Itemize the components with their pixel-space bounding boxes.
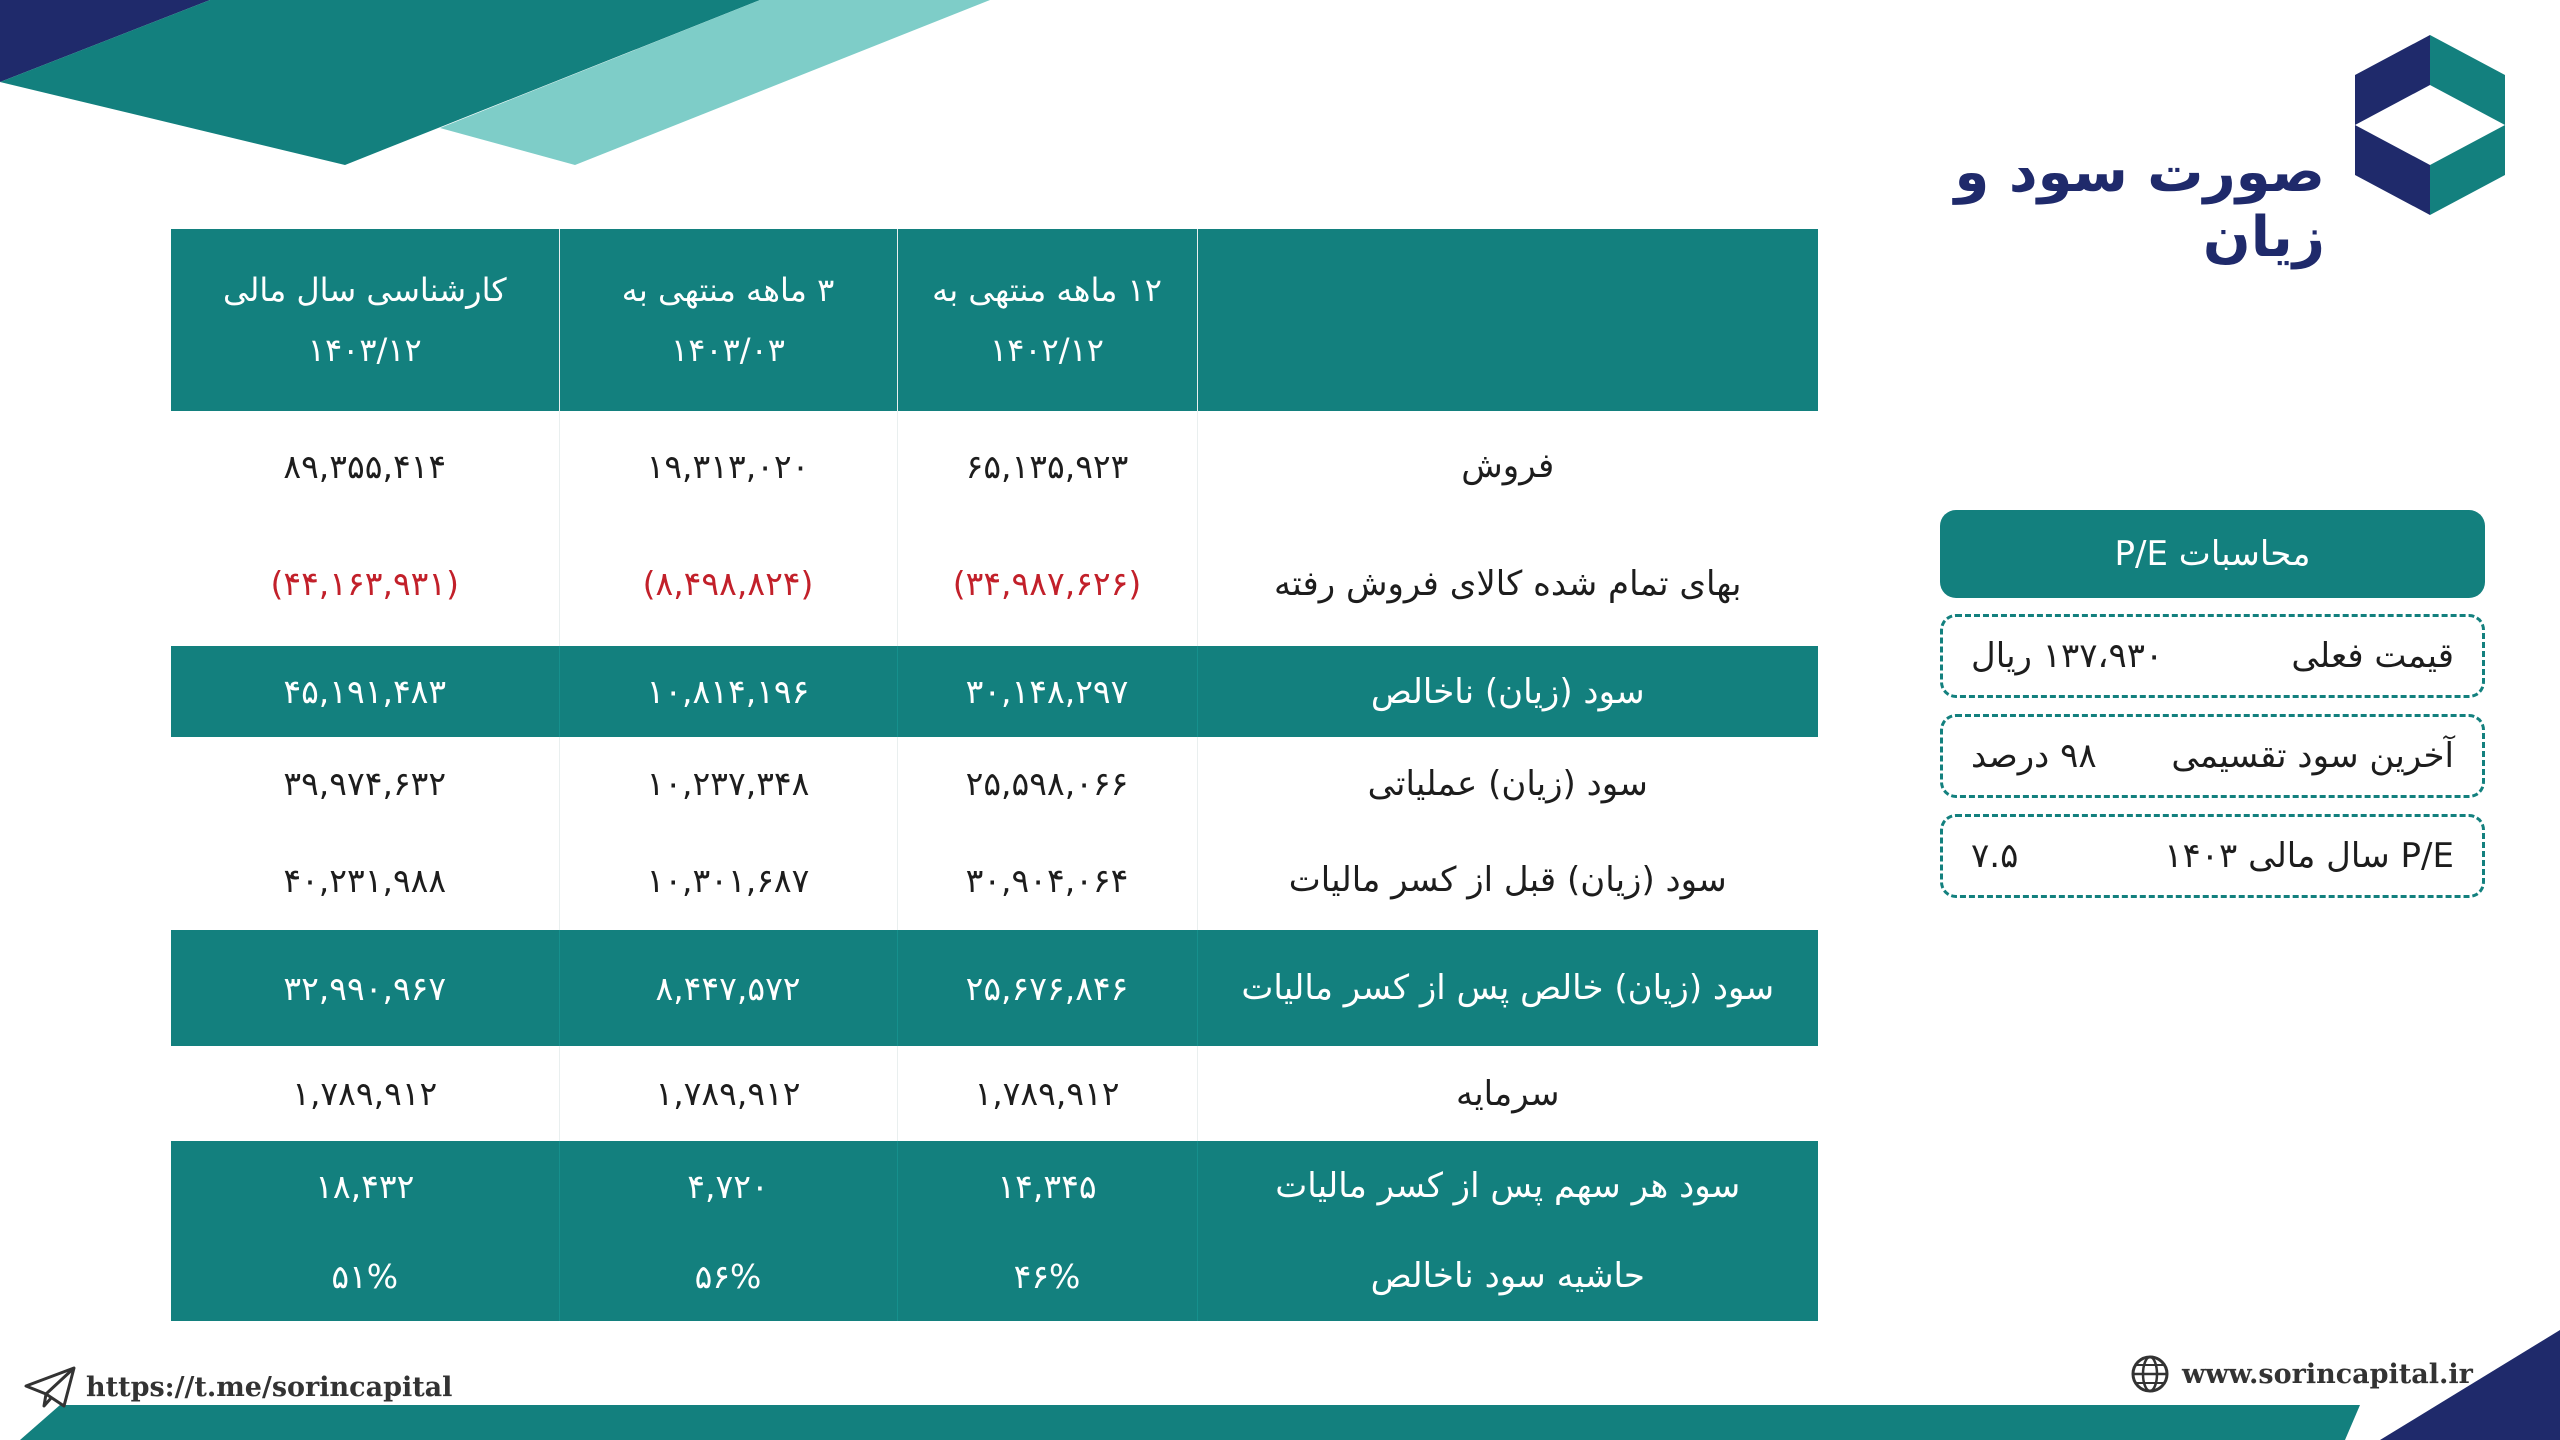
cell-value-negative: (۸,۴۹۸,۸۲۴) <box>559 521 897 646</box>
telegram-url[interactable]: https://t.me/sorincapital <box>86 1371 453 1403</box>
cell-value: ۳۰,۹۰۴,۰۶۴ <box>897 830 1197 930</box>
row-label: سود هر سهم پس از کسر مالیات <box>1197 1141 1818 1231</box>
table-row-sales <box>171 411 1818 521</box>
website-url[interactable]: www.sorincapital.ir <box>2182 1358 2473 1390</box>
website-link[interactable] <box>2130 1354 2473 1394</box>
header-label-column <box>1197 229 1818 411</box>
pe-calculations-panel <box>1940 510 2485 898</box>
cell-value: ۵۱% <box>171 1231 559 1321</box>
row-label: سود (زیان) خالص پس از کسر مالیات <box>1197 930 1818 1046</box>
row-label: فروش <box>1197 411 1818 521</box>
page-title: صورت سود و زیان <box>1954 140 2325 270</box>
table-header-row <box>171 229 1818 411</box>
company-logo-icon <box>2340 30 2520 220</box>
pe-item-label: آخرین سود تقسیمی <box>2171 736 2454 776</box>
row-label: سرمایه <box>1197 1046 1818 1141</box>
table-row-net-profit <box>171 930 1818 1046</box>
cell-value: ۱۰,۸۱۴,۱۹۶ <box>559 646 897 737</box>
cell-value: ۱,۷۸۹,۹۱۲ <box>292 1074 438 1113</box>
cell-value-negative: (۳۴,۹۸۷,۶۲۶) <box>897 521 1197 646</box>
header-line1: ۳ ماهه منتهی به <box>621 271 835 309</box>
cell-value: ۱,۷۸۹,۹۱۲ <box>897 1046 1197 1141</box>
row-label: حاشیه سود ناخالص <box>1197 1231 1818 1321</box>
telegram-link[interactable] <box>24 1366 452 1408</box>
cell-value: ۴۰,۲۳۱,۹۸۸ <box>283 860 447 900</box>
header-line2: ۱۴۰۳/۰۳ <box>671 331 785 369</box>
table-row-operating-profit <box>171 737 1818 830</box>
header-line1: ۱۲ ماهه منتهی به <box>932 271 1162 309</box>
cell-value: ۲۵,۵۹۸,۰۶۶ <box>897 737 1197 830</box>
income-statement-table <box>171 229 1818 1321</box>
pe-item-value: ۷.۵ <box>1971 836 2019 876</box>
cell-value: ۲۵,۶۷۶,۸۴۶ <box>897 930 1197 1046</box>
cell-value: ۳۹,۹۷۴,۶۳۲ <box>283 764 447 803</box>
header-line2: ۱۴۰۲/۱۲ <box>990 331 1104 369</box>
cell-value-negative: (۴۴,۱۶۳,۹۳۱) <box>270 564 460 603</box>
cell-value: ۱۴,۳۴۵ <box>897 1141 1197 1231</box>
table-row-capital <box>171 1046 1818 1141</box>
pe-item-value: ۱۳۷،۹۳۰ ریال <box>1971 636 2164 676</box>
table-row-gross-profit <box>171 646 1818 737</box>
cell-value: ۳۲,۹۹۰,۹۶۷ <box>171 930 559 1046</box>
table-row-eps <box>171 1141 1818 1231</box>
row-label: سود (زیان) عملیاتی <box>1197 737 1818 830</box>
pe-panel-title: محاسبات P/E <box>1940 510 2485 598</box>
cell-value: ۸,۴۴۷,۵۷۲ <box>559 930 897 1046</box>
header-forecast-fy1403 <box>171 229 559 411</box>
cell-value: ۵۶% <box>559 1231 897 1321</box>
header-decoration <box>0 0 1000 175</box>
cell-value: ۶۵,۱۳۵,۹۲۳ <box>897 411 1197 521</box>
cell-value: ۴,۷۲۰ <box>559 1141 897 1231</box>
header-12month-1402-12 <box>897 229 1197 411</box>
table-row-gross-margin <box>171 1231 1818 1321</box>
header-line1: کارشناسی سال مالی <box>222 271 507 309</box>
pe-item-value: ۹۸ درصد <box>1971 736 2097 776</box>
cell-value: ۱,۷۸۹,۹۱۲ <box>559 1046 897 1141</box>
cell-value: ۱۸,۴۳۲ <box>171 1141 559 1231</box>
cell-value: ۴۵,۱۹۱,۴۸۳ <box>171 646 559 737</box>
table-row-cogs <box>171 521 1818 646</box>
cell-value: ۸۹,۳۵۵,۴۱۴ <box>283 446 447 486</box>
pe-item-pe-ratio <box>1940 814 2485 898</box>
row-label: سود (زیان) قبل از کسر مالیات <box>1197 830 1818 930</box>
row-label: سود (زیان) ناخالص <box>1197 646 1818 737</box>
cell-value: ۴۶% <box>897 1231 1197 1321</box>
row-label: بهای تمام شده کالای فروش رفته <box>1197 521 1818 646</box>
cell-value: ۱۰,۳۰۱,۶۸۷ <box>559 830 897 930</box>
cell-value: ۳۰,۱۴۸,۲۹۷ <box>897 646 1197 737</box>
pe-item-last-dividend <box>1940 714 2485 798</box>
globe-icon <box>2130 1354 2170 1394</box>
header-3month-1403-03 <box>559 229 897 411</box>
table-row-pretax-profit <box>171 830 1818 930</box>
telegram-icon <box>24 1366 76 1408</box>
pe-item-label: P/E سال مالی ۱۴۰۳ <box>2164 836 2454 876</box>
header-line2: ۱۴۰۳/۱۲ <box>307 331 422 369</box>
cell-value: ۱۹,۳۱۳,۰۲۰ <box>559 411 897 521</box>
pe-item-current-price <box>1940 614 2485 698</box>
pe-item-label: قیمت فعلی <box>2291 636 2454 676</box>
cell-value: ۱۰,۲۳۷,۳۴۸ <box>559 737 897 830</box>
